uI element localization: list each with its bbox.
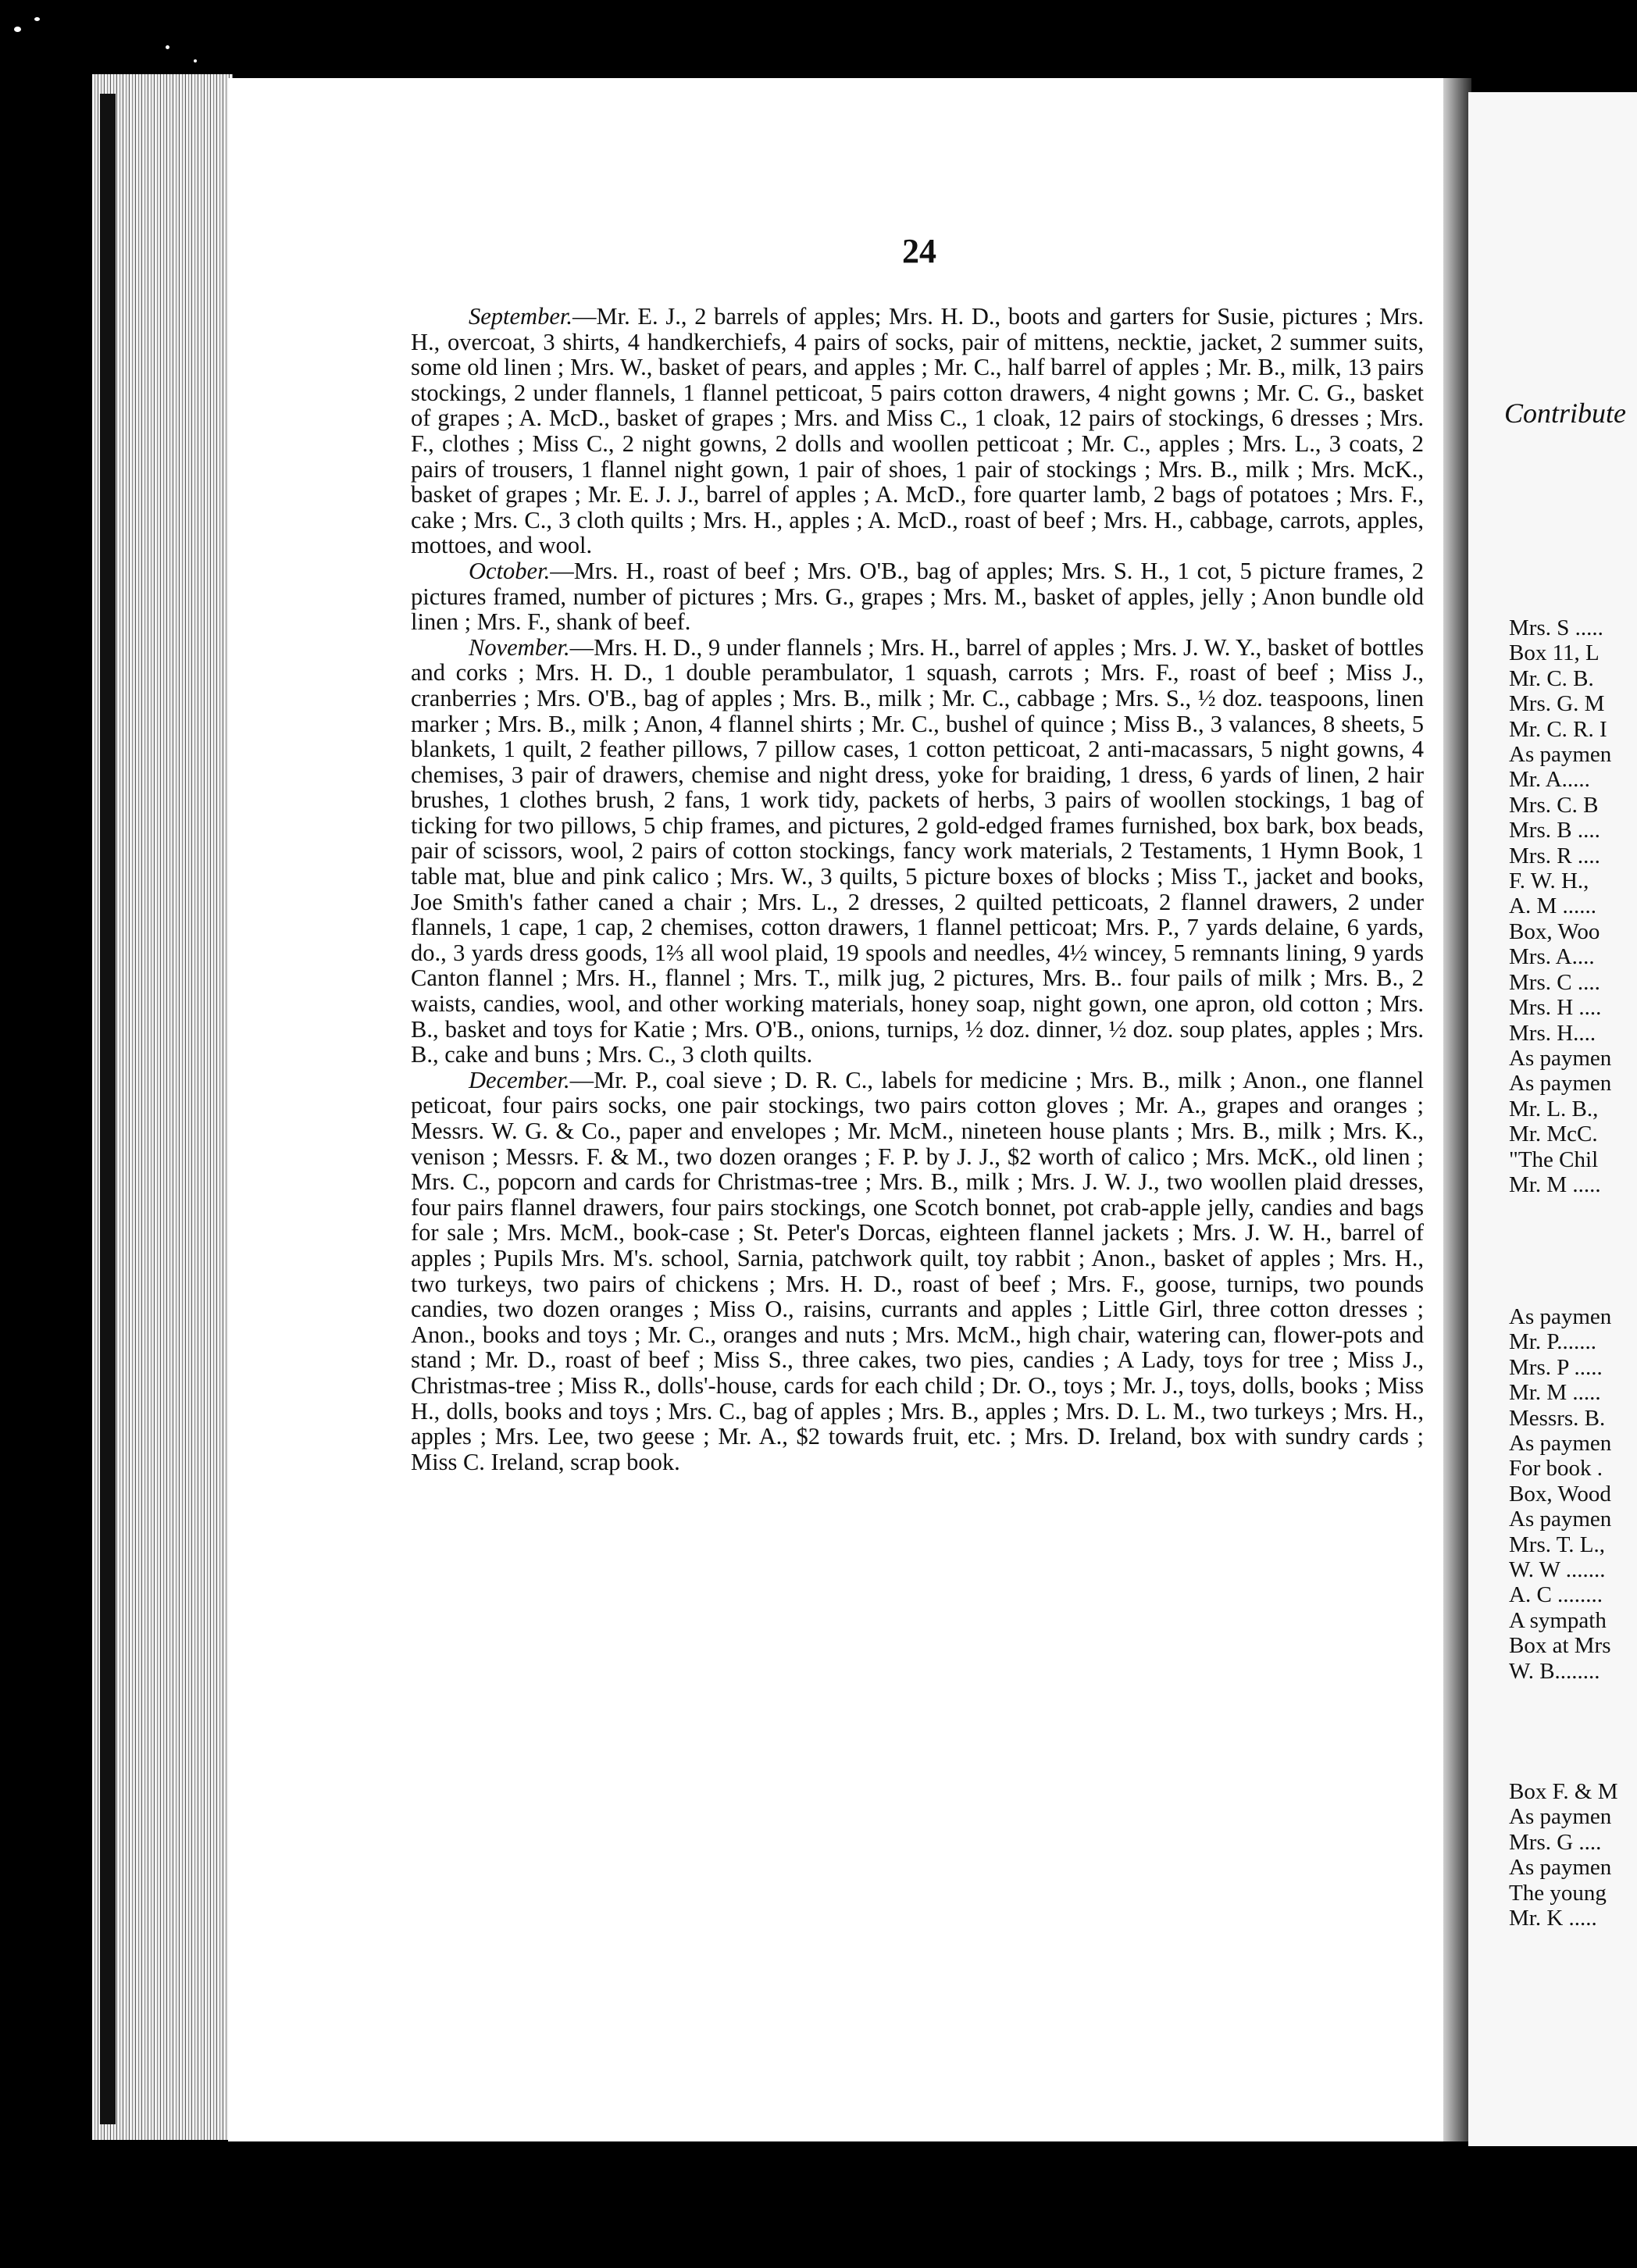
month-entries: —Mr. P., coal sieve ; D. R. C., labels for medicine ; Mrs. B., milk ; Anon., one flannel peticoat, four pairs socks, one pair stockings, two pairs cotton gloves ; Mr. A., grapes and oranges ; Messrs. W. G. & Co., paper and envelopes ; Mr. McM., nineteen house plants ; Mrs. B., milk ; Mrs. K., venison ; Messrs. F. & M., two dozen oranges ; F. P. by J. J., $2 worth of calico ; Mrs. McK., old linen ; Mrs. C., popcorn and cards for Christmas-tree ; Mrs. B., milk ; Mrs. J. W. J., two woollen plaid dresses, four pairs flannel drawers, four pairs stockings, one Scotch bonnet, pot crab-apple jelly, candies and bags for sale ; Mrs. McM., book-case ; St. Peter's Dorcas, eighteen flannel jackets ; Mrs. J. W. H., barrel of apples ; Pupils Mrs. M's. school, Sarnia, patchwork quilt, toy rabbit ; Anon., basket of apples ; Mrs. H., two turkeys, two pairs of chickens ; Mrs. H. D., roast of beef ; Mrs. F., goose, turnips, two pounds candies, two dozen oranges ; Miss O., raisins, currants and apples ; Little Girl, three cotton dresses ; Anon., books and toys ; Mr. C., oranges and nuts ; Mrs. McM., high chair, watering can, flower-pots and stand ; Mr. D., roast of beef ; Miss S., three cakes, two pies, candies ; A Lady, toys for tree ; Miss J., Christmas-tree ; Miss R., dolls'-house, cards for each child ; Dr. O., toys ; Mr. J., toys, dolls, books ; Miss H., dolls, books and toys ; Mrs. C., bag of apples ; Mrs. B., apples ; Mrs. D. L. M., two turkeys ; Mrs. H., apples ; Mrs. Lee, two geese ; Mr. A., $2 towards fruit, etc. ; Mrs. D. Ireland, box with sundry cards ; Miss C. Ireland, scrap book. (411, 1066, 1424, 1475)
right-page-list-item: For book . (1509, 1456, 1603, 1482)
right-page-list (1509, 615, 1611, 1197)
dust-speck (194, 59, 197, 62)
month-paragraph (411, 1068, 1424, 1475)
right-page-list-item: A. M ...... (1509, 893, 1596, 919)
right-page-list-item: Mrs. B .... (1509, 818, 1600, 843)
right-page-list-item: Box 11, L (1509, 640, 1600, 666)
right-page-list-item: Box, Wood (1509, 1481, 1611, 1507)
month-label: September. (469, 303, 572, 330)
right-page-list-item: W. B........ (1509, 1658, 1600, 1684)
right-page-list-item: Mr. M ..... (1509, 1171, 1601, 1197)
right-page-list-item: Mr. C. R. I (1509, 716, 1607, 742)
right-page-list-item: W. W ....... (1509, 1557, 1606, 1583)
right-page-list-item: Mrs. H .... (1509, 995, 1602, 1021)
right-page-list-item: A. C ........ (1509, 1582, 1603, 1608)
donations-text (411, 304, 1424, 1475)
month-label: October. (469, 557, 551, 584)
month-paragraph (411, 558, 1424, 635)
right-page-list-item: Mrs. G .... (1509, 1829, 1602, 1855)
right-page-list-item: Mr. C. B. (1509, 665, 1594, 691)
month-entries: —Mrs. H. D., 9 under flannels ; Mrs. H., barrel of apples ; Mrs. J. W. Y., basket of bottles and corks ; Mrs. H. D., 1 double perambulator, 1 squash, carrots ; Mrs. F., roast of beef ; Miss J., cranberries ; Mrs. O'B., bag of apples ; Mrs. B., milk ; Mr. C., cabbage ; Mrs. S., ½ doz. teaspoons, linen marker ; Mrs. B., milk ; Anon, 4 flannel shirts ; Mr. C., bushel of quince ; Miss B., 3 valances, 8 sheets, 5 blankets, 1 quilt, 2 feather pillows, 7 pillow cases, 1 cotton petticoat, 2 anti-macassars, 5 night gowns, 4 chemises, 3 pair of drawers, chemise and night dress, yoke for braiding, 1 dress, 6 yards of linen, 2 hair brushes, 1 clothes brush, 2 fans, 1 work tidy, packets of herbs, 3 pairs of woollen stockings, 1 bag of ticking for two pillows, 5 chip frames, and pictures, 2 gold-edged frames furnished, box bark, box beads, pair of scissors, wool, 2 pairs of cotton stockings, fancy work materials, 2 Testaments, 1 Hymn Book, 1 table mat, blue and pink calico ; Mrs. W., 3 quilts, 5 picture boxes of blocks ; Miss T., jacket and books, Joe Smith's father caned a chair ; Mrs. L., 2 dresses, 2 quilted petticoats, 2 flannel drawers, 2 under flannels, 1 cape, 1 cap, 2 chemises, cotton drawers, 1 flannel petticoat; Mrs. P., 7 yards delaine, 6 yards, do., 3 yards dress goods, 1⅔ all wool plaid, 19 spools and needles, 4½ wincey, 5 remnants lining, 9 yards Canton flannel ; Mrs. H., flannel ; Mrs. T., milk jug, 2 pictures, Mrs. B.. four pails of milk ; Mrs. B., 2 waists, candies, wool, and other working materials, honey soap, night gown, one apron, old cotton ; Mrs. B., basket and toys for Katie ; Mrs. O'B., onions, turnips, ½ doz. dinner, ½ doz. soup plates, apples ; Mrs. B., cake and buns ; Mrs. C., 3 cloth quilts. (411, 633, 1424, 1068)
right-page-list-item: As paymen (1509, 1045, 1612, 1071)
right-page-list-item: Mrs. R .... (1509, 843, 1600, 868)
right-page-list-item: Mrs. P ..... (1509, 1354, 1603, 1380)
right-page-list-item: As paymen (1509, 1804, 1612, 1830)
right-page-list-item: F. W. H., (1509, 868, 1589, 894)
right-page-list-item: As paymen (1509, 1431, 1612, 1457)
right-page-list-item: A sympath (1509, 1607, 1607, 1633)
right-page-list-item: Box at Mrs (1509, 1633, 1611, 1659)
right-page-list-item: As paymen (1509, 1071, 1612, 1097)
right-page-list-item: As paymen (1509, 1507, 1612, 1532)
binding-shadow (100, 94, 116, 2124)
month-paragraph (411, 304, 1424, 558)
month-label: November. (469, 633, 570, 661)
right-page-list-item: Mrs. H.... (1509, 1020, 1596, 1046)
month-label: December. (469, 1066, 570, 1093)
right-page-list-item: Mrs. C. B (1509, 792, 1599, 818)
right-page-list-item: Mr. K ..... (1509, 1906, 1597, 1931)
page-gutter (1443, 78, 1471, 2141)
right-page-list-item: Mrs. S ..... (1509, 615, 1603, 640)
right-page-list-item: Mr. P....... (1509, 1329, 1597, 1355)
dust-speck (34, 17, 40, 21)
dust-speck (166, 45, 169, 49)
right-page-list-item: Mr. McC. (1509, 1122, 1598, 1147)
month-paragraph (411, 635, 1424, 1068)
right-page-list-item: Mrs. G. M (1509, 691, 1605, 717)
month-entries: —Mr. E. J., 2 barrels of apples; Mrs. H. D., boots and garters for Susie, pictures ; Mrs. H., overcoat, 3 shirts, 4 handkerchiefs, 4 pairs of socks, pair of mittens, necktie, jacket, 2 summer suits, some old linen ; Mrs. W., basket of pears, and apples ; Mr. C., half barrel of apples ; Mr. B., milk, 13 pairs stockings, 2 under flannels, 1 flannel petticoat, 5 pairs cotton drawers, 4 night gowns ; Mr. C. G., basket of grapes ; A. McD., basket of grapes ; Mrs. and Miss C., 1 cloak, 12 pairs of stockings, 6 dresses ; Mrs. F., clothes ; Miss C., 2 night gowns, 2 dolls and woollen petticoat ; Mr. C., apples ; Mrs. L., 3 coats, 2 pairs of trousers, 1 flannel night gown, 1 pair of shoes, 1 pair of stockings ; Mrs. B., milk ; Mrs. McK., basket of grapes ; Mr. E. J. J., barrel of apples ; A. McD., fore quarter lamb, 2 bags of potatoes ; Mrs. F., cake ; Mrs. C., 3 cloth quilts ; Mrs. H., apples ; A. McD., roast of beef ; Mrs. H., cabbage, carrots, apples, mottoes, and wool. (411, 303, 1424, 559)
right-page-heading: Contribute (1504, 398, 1627, 429)
right-page-list-item: Mrs. C .... (1509, 969, 1600, 995)
right-page-list-item: Mr. A..... (1509, 767, 1590, 793)
right-page-list (1509, 1779, 1618, 1931)
right-page-list-item: As paymen (1509, 1304, 1612, 1329)
right-page-list-item: As paymen (1509, 742, 1612, 768)
right-page-list-item: Mr. L. B., (1509, 1096, 1599, 1122)
right-page-list-item: Mrs. T. L., (1509, 1532, 1605, 1557)
right-page-list-item: "The Chil (1509, 1146, 1599, 1172)
right-page-list-item: Mr. M ..... (1509, 1380, 1601, 1406)
right-page-list (1509, 1304, 1611, 1684)
month-entries: —Mrs. H., roast of beef ; Mrs. O'B., bag of apples; Mrs. S. H., 1 cot, 5 picture frames, 2 pictures framed, number of pictures ; Mrs. G., grapes ; Mrs. M., basket of apples, jelly ; Anon bundle old linen ; Mrs. F., shank of beef. (411, 557, 1424, 636)
dust-speck (14, 27, 21, 32)
page-number: 24 (902, 232, 936, 270)
right-page-list-item: The young (1509, 1880, 1607, 1906)
right-page-list-item: Box F. & M (1509, 1779, 1618, 1804)
right-page-list-item: Mrs. A.... (1509, 944, 1595, 970)
right-page-list-item: Box, Woo (1509, 918, 1600, 944)
right-page-list-item: Messrs. B. (1509, 1405, 1606, 1431)
right-page-list-item: As paymen (1509, 1855, 1612, 1881)
